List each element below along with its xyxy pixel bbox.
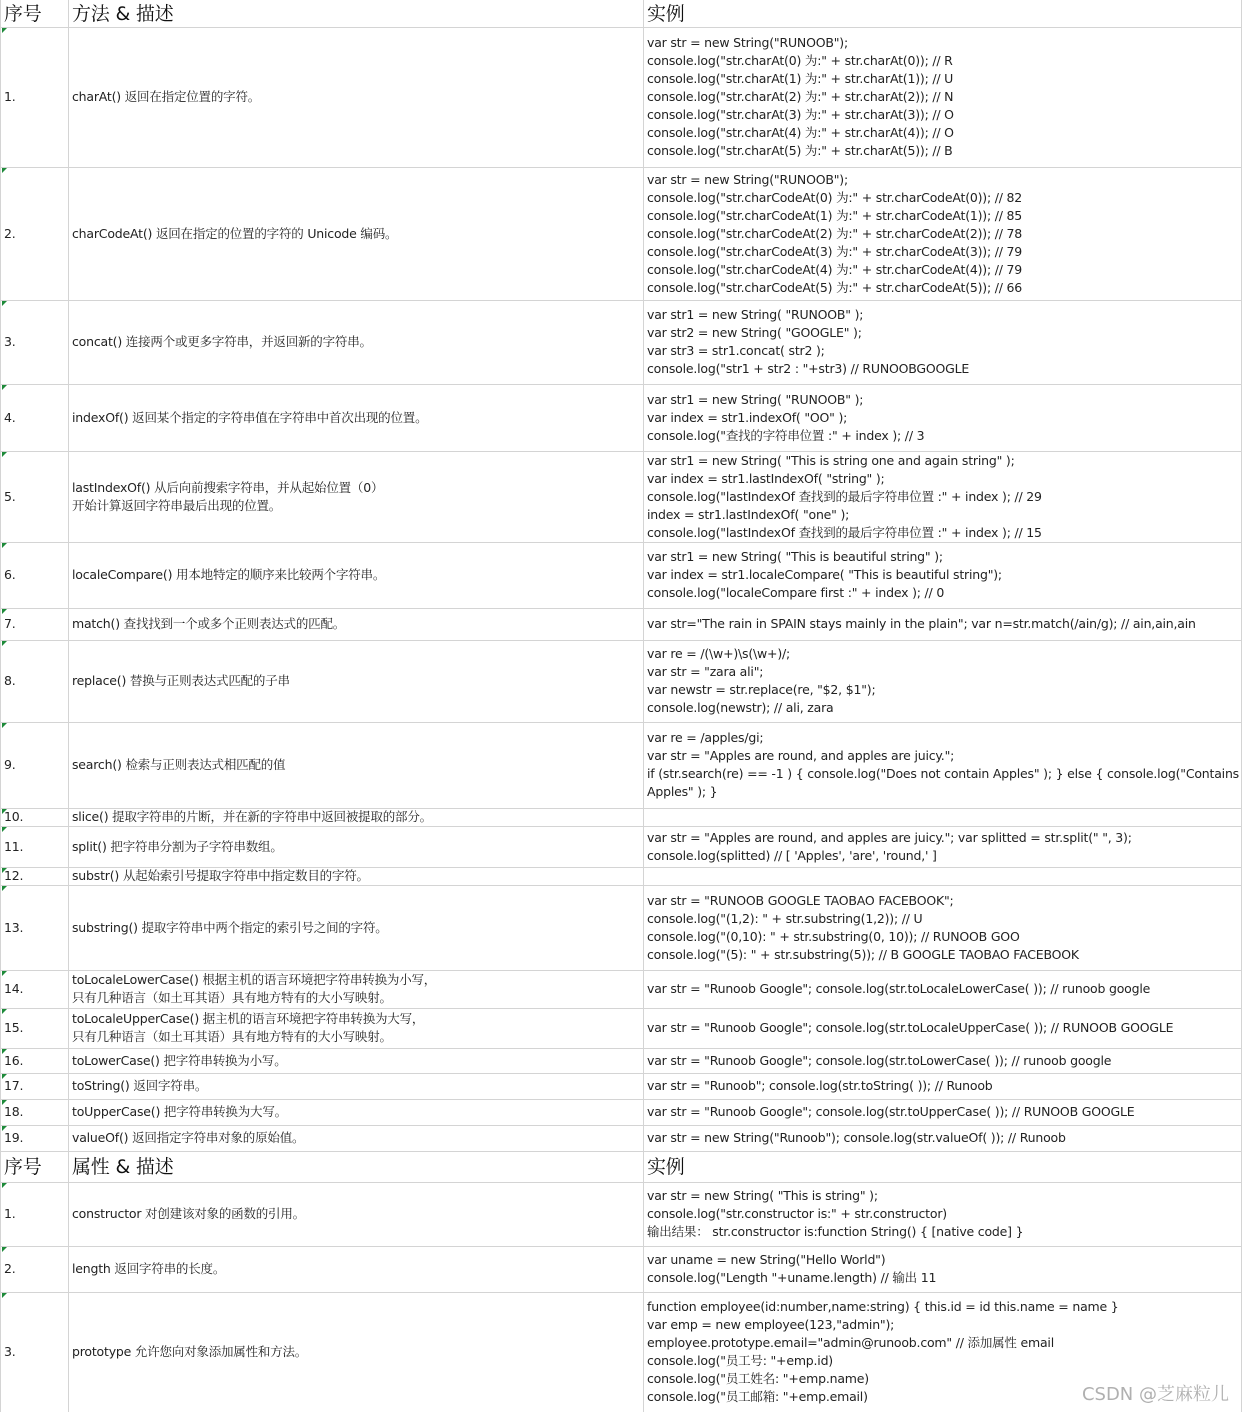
example-line: var str = "Apples are round, and apples are juicy."; [647, 748, 955, 763]
index-text: 10. [4, 809, 24, 824]
description-cell[interactable] [69, 1125, 644, 1151]
table-row [0, 1008, 1242, 1049]
index-text: 16. [4, 1052, 24, 1068]
table-row [0, 722, 1242, 809]
example-line: console.log(newstr); // ali, zara [647, 700, 834, 715]
table-row [0, 27, 1242, 168]
comment-marker-icon [2, 168, 7, 173]
index-cell[interactable] [0, 27, 69, 167]
description-cell[interactable] [69, 1246, 644, 1292]
example-line: function employee(id:number,name:string) { this.id = id this.name = name } [647, 1299, 1119, 1314]
description-cell[interactable] [69, 885, 644, 970]
example-line: var str1 = new String( "RUNOOB" ); [647, 307, 864, 322]
example-line: console.log("str.charCodeAt(5) 为:" + str.charCodeAt(5)); // 66 [647, 279, 1023, 295]
description-line: toLocaleLowerCase() 根据主机的语言环境把字符串转换为小写， [72, 972, 437, 987]
example-cell[interactable] [644, 542, 1242, 608]
index-text: 4. [4, 409, 16, 425]
index-text: 2. [4, 1261, 16, 1276]
comment-marker-icon [2, 609, 7, 614]
description-line: toLocaleUpperCase() 据主机的语言环境把字符串转换为大写， [72, 1011, 425, 1026]
description-cell[interactable] [69, 1182, 644, 1246]
example-line: console.log("str.charCodeAt(1) 为:" + str.charCodeAt(1)); // 85 [647, 207, 1023, 223]
example-line: var emp = new employee(123,"admin"); [647, 1317, 895, 1332]
table-row [0, 542, 1242, 609]
example-line: console.log("(1,2): " + str.substring(1,2)); // U [647, 910, 923, 926]
description-text: 属性 & 描述 [72, 1155, 174, 1178]
table-row [0, 885, 1242, 971]
description-cell[interactable] [69, 0, 644, 27]
example-cell[interactable] [644, 722, 1242, 808]
index-text: 5. [4, 488, 16, 504]
example-line: console.log("str.charAt(3) 为:" + str.charAt(3)); // O [647, 107, 954, 122]
comment-marker-icon [2, 641, 7, 646]
example-line: console.log("str.charCodeAt(4) 为:" + str.charCodeAt(4)); // 79 [647, 261, 1023, 277]
index-text: 14. [4, 981, 24, 996]
table-row [0, 1099, 1242, 1126]
description-line: search() 检索与正则表达式相匹配的值 [72, 757, 286, 772]
example-line: var str = "Runoob"; console.log(str.toString( )); // Runoob [647, 1078, 993, 1093]
index-text: 15. [4, 1020, 24, 1035]
description-cell[interactable] [69, 722, 644, 808]
example-line: console.log("lastIndexOf 查找到的最后字符串位置 :" + index ); // 15 [647, 524, 1042, 540]
index-text: 3. [4, 334, 16, 349]
comment-marker-icon [2, 1009, 7, 1014]
description-line: prototype 允许您向对象添加属性和方法。 [72, 1344, 308, 1359]
example-cell[interactable] [644, 1073, 1242, 1099]
example-line: var str = "Runoob Google"; console.log(str.toLocaleUpperCase( )); // RUNOOB GOOGLE [647, 1020, 1174, 1035]
example-line: var newstr = str.replace(re, "$2, $1"); [647, 682, 876, 697]
example-line: console.log("查找的字符串位置 :" + index ); // 3 [647, 427, 925, 443]
example-line: var uname = new String("Hello World") [647, 1252, 886, 1267]
example-line: var re = /apples/gi; [647, 730, 764, 745]
comment-marker-icon [2, 1293, 7, 1298]
index-cell[interactable] [0, 640, 69, 722]
example-line: var str3 = str1.concat( str2 ); [647, 343, 825, 358]
example-cell[interactable] [644, 384, 1242, 451]
comment-marker-icon [2, 1049, 7, 1054]
example-line: var str1 = new String( "This is beautiful string" ); [647, 549, 943, 564]
index-cell[interactable] [0, 1073, 69, 1099]
header-row [0, 0, 1242, 28]
description-line: substr() 从起始索引号提取字符串中指定数目的字符。 [72, 868, 369, 883]
comment-marker-icon [2, 385, 7, 390]
description-line: charAt() 返回在指定位置的字符。 [72, 89, 261, 104]
index-cell[interactable] [0, 826, 69, 867]
index-text: 9. [4, 757, 16, 772]
comment-marker-icon [2, 868, 7, 873]
description-cell[interactable] [69, 867, 644, 885]
example-cell[interactable] [644, 1182, 1242, 1246]
example-line: 输出结果： str.constructor is:function String() { [native code] } [647, 1224, 1024, 1239]
description-cell[interactable] [69, 1099, 644, 1125]
table-row [0, 384, 1242, 452]
description-cell[interactable] [69, 808, 644, 826]
example-cell[interactable] [644, 0, 1242, 27]
index-cell[interactable] [0, 867, 69, 885]
index-cell[interactable] [0, 1008, 69, 1048]
table-row [0, 1073, 1242, 1100]
table-row [0, 970, 1242, 1009]
index-text: 1. [4, 1206, 16, 1221]
table-row [0, 1182, 1242, 1247]
watermark: CSDN @芝麻粒儿 [1081, 1384, 1229, 1405]
table-row [0, 867, 1242, 886]
example-line: console.log("localeCompare first :" + index ); // 0 [647, 585, 945, 600]
index-text: 19. [4, 1130, 24, 1145]
example-line: var str = "Apples are round, and apples are juicy."; var splitted = str.split(" ", 3); [647, 829, 1132, 845]
index-cell[interactable] [0, 1125, 69, 1151]
description-line: toUpperCase() 把字符串转换为大写。 [72, 1104, 287, 1119]
index-cell[interactable] [0, 1246, 69, 1292]
example-cell[interactable] [644, 970, 1242, 1008]
example-line: console.log("str.charAt(5) 为:" + str.charAt(5)); // B [647, 143, 953, 158]
example-cell[interactable] [644, 27, 1242, 167]
table-row [0, 1246, 1242, 1293]
description-cell[interactable] [69, 300, 644, 384]
example-line: console.log("str.constructor is:" + str.constructor) [647, 1206, 947, 1221]
comment-marker-icon [2, 543, 7, 548]
comment-marker-icon [2, 827, 7, 832]
index-cell[interactable] [0, 167, 69, 300]
example-line: console.log("员工号: "+emp.id) [647, 1353, 833, 1368]
description-cell[interactable] [69, 1008, 644, 1048]
example-line: console.log("str.charCodeAt(3) 为:" + str.charCodeAt(3)); // 79 [647, 243, 1023, 259]
description-line: indexOf() 返回某个指定的字符串值在字符串中首次出现的位置。 [72, 409, 428, 425]
table-row [0, 640, 1242, 723]
example-cell[interactable] [644, 1125, 1242, 1151]
example-line: var index = str1.localeCompare( "This is beautiful string"); [647, 567, 1002, 582]
index-text: 13. [4, 919, 24, 935]
index-cell[interactable] [0, 1151, 69, 1182]
example-line: var index = str1.indexOf( "OO" ); [647, 409, 848, 425]
example-line: console.log("str1 + str2 : "+str3) // RUNOOBGOOGLE [647, 361, 970, 376]
example-line: console.log("(5): " + str.substring(5)); // B GOOGLE TAOBAO FACEBOOK [647, 946, 1079, 962]
description-cell[interactable] [69, 384, 644, 451]
description-line: valueOf() 返回指定字符串对象的原始值。 [72, 1130, 305, 1145]
index-text: 11. [4, 838, 24, 854]
example-cell[interactable] [644, 608, 1242, 640]
example-line: var str = "zara ali"; [647, 664, 764, 679]
example-line: var str="The rain in SPAIN stays mainly in the plain"; var n=str.match(/ain/g); // ain,ain,ain [647, 616, 1196, 631]
example-line: var str2 = new String( "GOOGLE" ); [647, 325, 862, 340]
index-cell[interactable] [0, 1048, 69, 1073]
description-line: replace() 替换与正则表达式匹配的子串 [72, 673, 290, 688]
example-line: console.log("str.charAt(2) 为:" + str.charAt(2)); // N [647, 89, 954, 104]
example-line: console.log("str.charCodeAt(0) 为:" + str.charCodeAt(0)); // 82 [647, 189, 1023, 205]
comment-marker-icon [2, 452, 7, 457]
index-text: 1. [4, 89, 16, 104]
index-cell[interactable] [0, 542, 69, 608]
example-line: var index = str1.lastIndexOf( "string" ); [647, 470, 885, 486]
example-text: 实例 [647, 2, 685, 25]
description-cell[interactable] [69, 970, 644, 1008]
example-line: console.log("str.charAt(4) 为:" + str.charAt(4)); // O [647, 125, 954, 140]
comment-marker-icon [2, 1183, 7, 1188]
example-line: index = str1.lastIndexOf( "one" ); [647, 506, 850, 522]
table-row [0, 808, 1242, 827]
example-cell[interactable] [644, 826, 1242, 867]
index-text: 2. [4, 225, 16, 241]
index-text: 7. [4, 616, 16, 631]
example-line: console.log("员工姓名: "+emp.name) [647, 1371, 869, 1386]
index-cell[interactable] [0, 608, 69, 640]
comment-marker-icon [2, 28, 7, 33]
index-cell[interactable] [0, 1292, 69, 1412]
example-line: var re = /(\w+)\s(\w+)/; [647, 646, 791, 661]
example-cell[interactable] [644, 867, 1242, 885]
example-line: var str = new String("Runoob"); console.log(str.valueOf( )); // Runoob [647, 1130, 1066, 1145]
example-cell[interactable] [644, 1151, 1242, 1182]
example-cell[interactable] [644, 1008, 1242, 1048]
description-line: substring() 提取字符串中两个指定的索引号之间的字符。 [72, 919, 388, 935]
description-line: toString() 返回字符串。 [72, 1078, 208, 1093]
example-line: var str = "Runoob Google"; console.log(str.toLowerCase( )); // runoob google [647, 1052, 1112, 1068]
example-text: 实例 [647, 1155, 685, 1178]
index-text: 18. [4, 1104, 24, 1119]
example-line: console.log("str.charAt(0) 为:" + str.charAt(0)); // R [647, 53, 953, 68]
description-cell[interactable] [69, 826, 644, 867]
description-line: split() 把字符串分割为子字符串数组。 [72, 838, 283, 854]
index-cell[interactable] [0, 1099, 69, 1125]
example-line: var str1 = new String( "RUNOOB" ); [647, 391, 864, 407]
description-line: concat() 连接两个或更多字符串，并返回新的字符串。 [72, 334, 372, 349]
index-text: 12. [4, 868, 24, 883]
example-line: var str = new String("RUNOOB"); [647, 171, 848, 187]
description-cell[interactable] [69, 1048, 644, 1073]
description-cell[interactable] [69, 27, 644, 167]
example-cell[interactable] [644, 167, 1242, 300]
index-cell[interactable] [0, 808, 69, 826]
table-row [0, 1292, 1242, 1412]
index-cell[interactable] [0, 970, 69, 1008]
example-cell[interactable] [644, 1099, 1242, 1125]
comment-marker-icon [2, 301, 7, 306]
description-line: match() 查找找到一个或多个正则表达式的匹配。 [72, 616, 346, 631]
example-cell[interactable] [644, 640, 1242, 722]
example-line: console.log(splitted) // [ 'Apples', 'are', 'round,' ] [647, 847, 937, 863]
comment-marker-icon [2, 1100, 7, 1105]
example-line: var str = "RUNOOB GOOGLE TAOBAO FACEBOOK"; [647, 892, 954, 908]
example-line: console.log("str.charCodeAt(2) 为:" + str.charCodeAt(2)); // 78 [647, 225, 1023, 241]
description-line: localeCompare() 用本地特定的顺序来比较两个字符串。 [72, 567, 386, 582]
index-text: 17. [4, 1078, 24, 1093]
comment-marker-icon [2, 1247, 7, 1252]
example-line: var str = "Runoob Google"; console.log(str.toLocaleLowerCase( )); // runoob google [647, 981, 1151, 996]
description-cell[interactable] [69, 167, 644, 300]
example-line: employee.prototype.email="admin@runoob.com" // 添加属性 email [647, 1335, 1054, 1350]
example-line: console.log("str.charAt(1) 为:" + str.charAt(1)); // U [647, 71, 954, 86]
example-cell[interactable] [644, 808, 1242, 826]
index-text: 6. [4, 567, 16, 582]
description-line: constructor 对创建该对象的函数的引用。 [72, 1206, 305, 1221]
table-row [0, 1125, 1242, 1152]
description-line: 开始计算返回字符串最后出现的位置。 [72, 497, 282, 513]
example-cell[interactable] [644, 885, 1242, 970]
comment-marker-icon [2, 1126, 7, 1131]
description-cell[interactable] [69, 1292, 644, 1412]
example-line: if (str.search(re) == -1 ) { console.log("Does not contain Apples" ); } else { console.log("Contains Apples" ); } [647, 766, 1239, 799]
description-line: charCodeAt() 返回在指定的位置的字符的 Unicode 编码。 [72, 225, 398, 241]
comment-marker-icon [2, 723, 7, 728]
description-cell[interactable] [69, 542, 644, 608]
index-cell[interactable] [0, 451, 69, 542]
table-row [0, 300, 1242, 385]
example-line: var str = new String("RUNOOB"); [647, 35, 848, 50]
comment-marker-icon [2, 1074, 7, 1079]
header-row [0, 1151, 1242, 1183]
example-line: var str = new String( "This is string" ); [647, 1188, 878, 1203]
index-cell[interactable] [0, 1182, 69, 1246]
description-cell[interactable] [69, 1151, 644, 1182]
description-line: 只有几种语言（如土耳其语）具有地方特有的大小写映射。 [72, 1029, 392, 1044]
example-line: console.log("员工邮箱: "+emp.email) [647, 1389, 868, 1404]
index-cell[interactable] [0, 885, 69, 970]
index-text: 序号 [4, 2, 42, 25]
index-text: 8. [4, 673, 16, 688]
table-row [0, 1048, 1242, 1074]
description-cell[interactable] [69, 608, 644, 640]
comment-marker-icon [2, 809, 7, 814]
index-text: 3. [4, 1344, 16, 1359]
example-cell[interactable] [644, 1246, 1242, 1292]
index-text: 序号 [4, 1155, 42, 1178]
example-line: var str = "Runoob Google"; console.log(str.toUpperCase( )); // RUNOOB GOOGLE [647, 1104, 1135, 1119]
example-cell[interactable] [644, 451, 1242, 542]
description-line: length 返回字符串的长度。 [72, 1261, 226, 1276]
description-cell[interactable] [69, 640, 644, 722]
comment-marker-icon [2, 886, 7, 891]
example-line: console.log("lastIndexOf 查找到的最后字符串位置 :" + index ); // 29 [647, 488, 1042, 504]
description-cell[interactable] [69, 451, 644, 542]
index-cell[interactable] [0, 722, 69, 808]
description-line: toLowerCase() 把字符串转换为小写。 [72, 1052, 287, 1068]
description-line: lastIndexOf() 从后向前搜索字符串，并从起始位置（0） [72, 479, 384, 495]
example-cell[interactable] [644, 300, 1242, 384]
comment-marker-icon [2, 971, 7, 976]
example-line: console.log("(0,10): " + str.substring(0, 10)); // RUNOOB GOO [647, 928, 1020, 944]
table-row [0, 608, 1242, 641]
description-cell[interactable] [69, 1073, 644, 1099]
description-text: 方法 & 描述 [72, 2, 174, 25]
index-cell[interactable] [0, 0, 69, 27]
index-cell[interactable] [0, 384, 69, 451]
description-line: 只有几种语言（如土耳其语）具有地方特有的大小写映射。 [72, 990, 392, 1005]
table-row [0, 167, 1242, 301]
index-cell[interactable] [0, 300, 69, 384]
example-line: console.log("Length "+uname.length) // 输出 11 [647, 1270, 937, 1285]
table-row [0, 451, 1242, 543]
description-line: slice() 提取字符串的片断，并在新的字符串中返回被提取的部分。 [72, 809, 432, 824]
example-cell[interactable] [644, 1048, 1242, 1073]
table-row [0, 826, 1242, 868]
example-line: var str1 = new String( "This is string one and again string" ); [647, 452, 1015, 468]
